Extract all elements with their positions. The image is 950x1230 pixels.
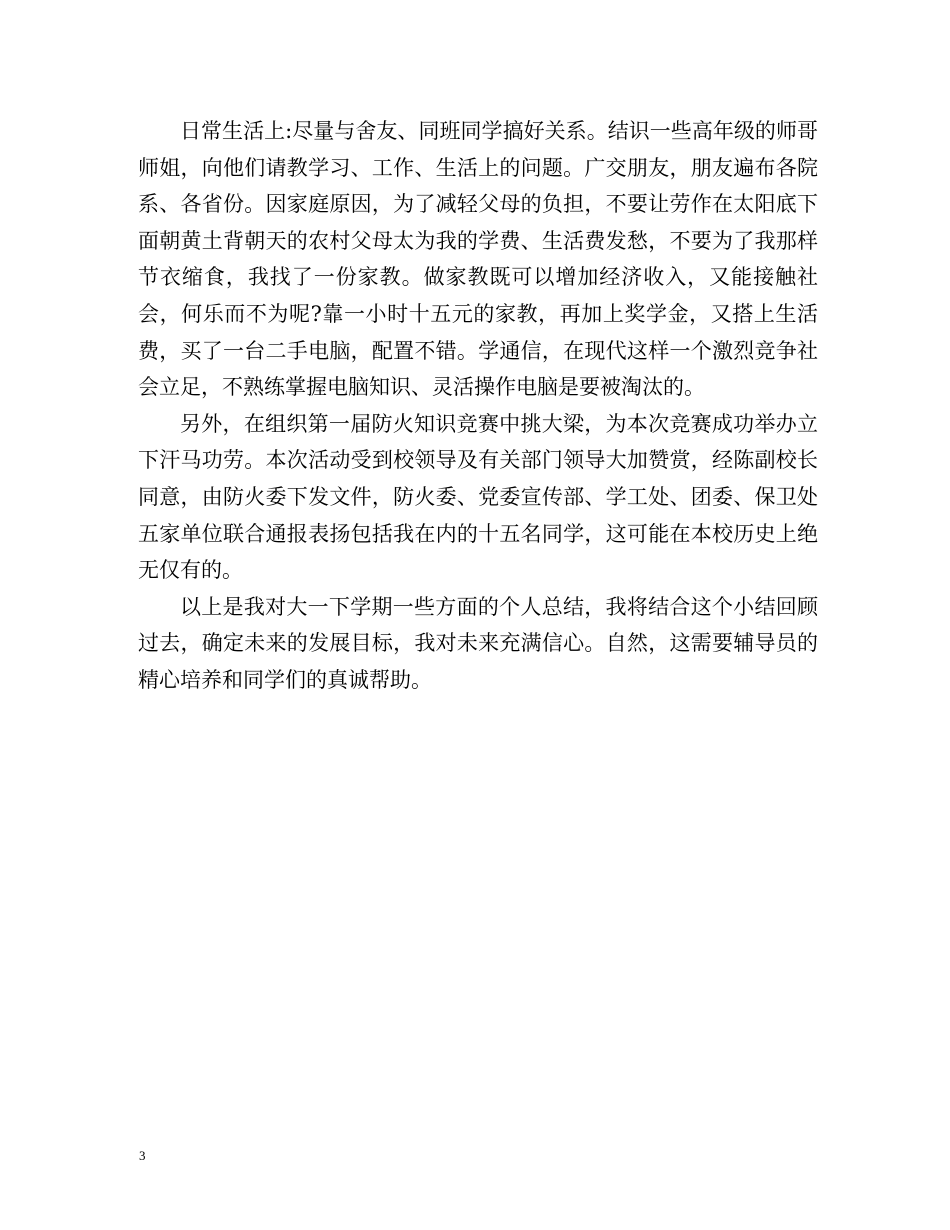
- page-number: 3: [139, 1148, 146, 1163]
- paragraph-daily-life: 日常生活上:尽量与舍友、同班同学搞好关系。结识一些高年级的师哥师姐，向他们请教学习、工作、生活上的问题。广交朋友，朋友遍布各院系、各省份。因家庭原因，为了减轻父母的负担，不要让劳作在太阳底下面朝黄土背朝天的农村父母太为我的学费、生活费发愁，不要为了我那样节衣缩食，我找了一份家教。做家教既可以增加经济收入，又能接触社会，何乐而不为呢?靠一小时十五元的家教，再加上奖学金，又搭上生活费，买了一台二手电脑，配置不错。学通信，在现代这样一个激烈竞争社会立足，不熟练掌握电脑知识、灵活操作电脑是要被淘汰的。: [138, 119, 818, 400]
- document-body: [138, 113, 818, 699]
- paragraph-fire-competition: 另外，在组织第一届防火知识竞赛中挑大梁，为本次竞赛成功举办立下汗马功劳。本次活动受到校领导及有关部门领导大加赞赏，经陈副校长同意，由防火委下发文件，防火委、党委宣传部、学工处、团委、保卫处五家单位联合通报表扬包括我在内的十五名同学，这可能在本校历史上绝无仅有的。: [138, 411, 818, 583]
- paragraph-conclusion: 以上是我对大一下学期一些方面的个人总结，我将结合这个小结回顾过去，确定未来的发展目标，我对未来充满信心。自然，这需要辅导员的精心培养和同学们的真诚帮助。: [138, 594, 818, 692]
